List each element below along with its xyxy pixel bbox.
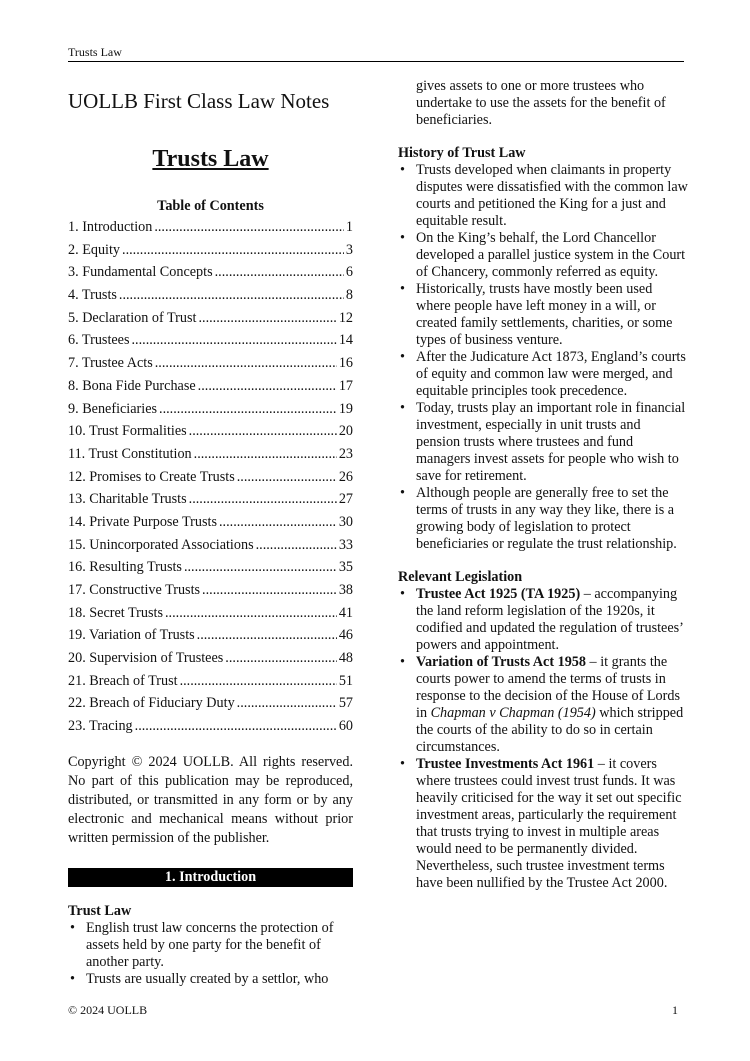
- toc-leader-dots: [154, 219, 344, 236]
- toc-leader-dots: [180, 673, 337, 690]
- list-item: [398, 586, 688, 654]
- toc-leader-dots: [202, 582, 337, 599]
- toc-entry-title: 23. Tracing: [68, 718, 133, 735]
- toc-leader-dots: [256, 537, 337, 554]
- toc-entry-title: 2. Equity: [68, 241, 121, 258]
- toc-entry[interactable]: [68, 627, 353, 650]
- toc-leader-dots: [225, 650, 337, 667]
- toc-entry-page: 19: [338, 400, 353, 417]
- toc-entry-page: 46: [338, 627, 353, 644]
- list-item: • Trusts are usually created by a settlor, who: [68, 971, 353, 988]
- list-item: • Today, trusts play an important role in financial investment, especially in unit trusts and pension trusts where trustees and fund managers invest assets for people who wish to save for retirement.: [398, 400, 688, 485]
- toc-entry-page: 38: [338, 582, 353, 598]
- toc-leader-dots: [219, 514, 337, 531]
- list-item: • After the Judicature Act 1873, England’s courts of equity and common law were merged, and equitable principles took precedence.: [398, 349, 688, 400]
- toc-entry-page: 41: [338, 604, 353, 621]
- trust-law-list: [68, 920, 353, 988]
- toc-entry-page: 27: [338, 491, 353, 508]
- copyright-notice: Copyright © 2024 UOLLB. All rights reserved. No part of this publication may be reproduced, distributed, or transmitted in any form or by any electronic and mechanical means without prior written permission of the publisher.: [68, 753, 353, 846]
- toc-entry-page: 14: [338, 332, 353, 349]
- toc-entry[interactable]: [68, 491, 353, 514]
- toc-title: Table of Contents: [157, 198, 264, 214]
- toc-entry-page: 48: [338, 650, 353, 667]
- toc-leader-dots: [189, 491, 337, 508]
- toc-entry[interactable]: [68, 695, 353, 718]
- right-column: [398, 78, 688, 892]
- toc-entry-title: 21. Breach of Trust: [68, 672, 178, 689]
- toc-leader-dots: [197, 627, 337, 644]
- header-rule: [68, 61, 684, 62]
- toc-entry-page: 26: [338, 468, 353, 485]
- toc-entry-title: 8. Bona Fide Purchase: [68, 377, 196, 394]
- toc-entry[interactable]: [68, 242, 353, 265]
- toc-entry[interactable]: [68, 401, 353, 424]
- act-description: – it covers where trustees could invest trust funds. It was heavily criticised for the way it set out specific investment areas, particularly the requirement that trusts trying to invest in multiple areas would need to be permanently divided. Nevertheless, such trustee investment terms have been nullified by the Trustee Act 2000.: [416, 756, 682, 891]
- toc-entry-title: 15. Unincorporated Associations: [68, 536, 254, 553]
- toc-leader-dots: [135, 718, 337, 735]
- toc-leader-dots: [122, 242, 344, 259]
- toc-entry[interactable]: [68, 537, 353, 560]
- toc-entry-title: 12. Promises to Create Trusts: [68, 468, 235, 485]
- toc-leader-dots: [198, 310, 336, 327]
- toc-leader-dots: [165, 605, 337, 622]
- toc-leader-dots: [189, 423, 337, 440]
- toc-entry-title: 10. Trust Formalities: [68, 423, 187, 440]
- toc-entry-title: 18. Secret Trusts: [68, 604, 163, 621]
- toc-entry-title: 5. Declaration of Trust: [68, 309, 197, 326]
- toc-entry[interactable]: [68, 355, 353, 378]
- toc-entry-page: 17: [338, 377, 353, 394]
- list-item: • On the King’s behalf, the Lord Chancellor developed a parallel justice system in the Court of Chancery, commonly referred as equity.: [398, 230, 688, 281]
- list-item: • English trust law concerns the protection of assets held by one party for the benefit of another party.: [68, 920, 353, 971]
- toc-entry[interactable]: [68, 718, 353, 741]
- toc-entry-page: 1: [345, 219, 353, 235]
- list-item: • Although people are generally free to set the terms of trusts in any way they like, there is a growing body of legislation to protect beneficiaries or regulate the trust relationship.: [398, 485, 688, 553]
- toc-entry-page: 3: [345, 241, 353, 258]
- toc-entry-title: 13. Charitable Trusts: [68, 491, 187, 508]
- toc-entry[interactable]: [68, 287, 353, 310]
- continued-text: gives assets to one or more trustees who undertake to use the assets for the benefit of beneficiaries.: [416, 78, 666, 128]
- toc-leader-dots: [119, 287, 344, 304]
- toc-entry[interactable]: [68, 423, 353, 446]
- toc-entry-title: 19. Variation of Trusts: [68, 627, 195, 644]
- toc-entry-page: 6: [345, 264, 353, 281]
- running-header: Trusts Law: [68, 45, 122, 59]
- toc-entry-page: 51: [338, 672, 353, 689]
- table-of-contents: [68, 219, 353, 741]
- trust-law-heading: Trust Law: [68, 902, 132, 919]
- toc-entry-title: 4. Trusts: [68, 287, 117, 304]
- act-description-continued: which stripped the courts of the ability to do so in certain circumstances.: [416, 705, 684, 755]
- list-item: • Historically, trusts have mostly been used where people have left money in a will, or created family settlements, charities, or some types of business venture.: [398, 281, 688, 349]
- toc-entry-title: 3. Fundamental Concepts: [68, 264, 213, 281]
- toc-leader-dots: [184, 559, 337, 576]
- section-banner: 1. Introduction: [68, 868, 353, 887]
- toc-entry-title: 22. Breach of Fiduciary Duty: [68, 695, 235, 712]
- case-citation: Chapman v Chapman (1954): [430, 705, 596, 721]
- toc-entry-page: 33: [338, 536, 353, 553]
- list-item: [398, 654, 688, 756]
- toc-leader-dots: [198, 378, 337, 395]
- toc-entry-page: 30: [338, 513, 353, 530]
- act-description: – accompanying the land reform legislation of the 1920s, it codified and updated the regulation of trustees’ powers and appointment.: [416, 586, 683, 653]
- footer-copyright: © 2024 UOLLB: [68, 1003, 148, 1017]
- toc-entry-title: 14. Private Purpose Trusts: [68, 513, 217, 530]
- toc-entry-title: 11. Trust Constitution: [68, 445, 192, 462]
- legislation-list: [398, 586, 688, 892]
- toc-entry[interactable]: [68, 673, 353, 696]
- toc-entry[interactable]: [68, 310, 353, 333]
- toc-entry[interactable]: [68, 559, 353, 582]
- toc-entry-page: 57: [338, 695, 353, 712]
- left-column: [68, 88, 353, 988]
- toc-leader-dots: [215, 264, 344, 281]
- toc-entry-title: 6. Trustees: [68, 332, 130, 349]
- toc-entry-page: 16: [338, 355, 353, 372]
- document-title: UOLLB First Class Law Notes: [68, 89, 330, 113]
- toc-entry[interactable]: [68, 469, 353, 492]
- toc-leader-dots: [155, 355, 337, 372]
- act-description: – it grants the courts power to amend the terms of trusts in response to the decision of the House of Lords in: [416, 654, 680, 721]
- toc-entry-title: 9. Beneficiaries: [68, 400, 158, 417]
- list-item: [398, 756, 688, 892]
- act-name: Trustee Investments Act 1961: [416, 756, 595, 772]
- toc-entry-title: 16. Resulting Trusts: [68, 559, 182, 576]
- toc-leader-dots: [194, 446, 337, 463]
- toc-entry-title: 20. Supervision of Trustees: [68, 650, 224, 667]
- page-number: 1: [672, 1003, 678, 1017]
- act-name: Trustee Act 1925 (TA 1925): [416, 586, 581, 602]
- toc-leader-dots: [237, 469, 337, 486]
- list-item: • Trusts developed when claimants in property disputes were dissatisfied with the common law courts and petitioned the King for a just and equitable result.: [398, 162, 688, 230]
- toc-entry-title: 7. Trustee Acts: [68, 355, 153, 372]
- main-title: Trusts Law: [152, 146, 269, 172]
- toc-entry-title: 1. Introduction: [68, 219, 153, 235]
- toc-entry-page: 35: [338, 559, 353, 576]
- toc-entry-page: 60: [338, 718, 353, 735]
- history-list: [398, 162, 688, 553]
- toc-entry-title: 17. Constructive Trusts: [68, 582, 201, 598]
- toc-entry-page: 8: [345, 287, 353, 304]
- history-heading: History of Trust Law: [398, 145, 526, 161]
- toc-entry[interactable]: [68, 650, 353, 673]
- toc-leader-dots: [159, 401, 337, 418]
- toc-leader-dots: [132, 332, 337, 349]
- toc-entry[interactable]: [68, 446, 353, 469]
- toc-entry[interactable]: [68, 514, 353, 537]
- toc-leader-dots: [237, 695, 337, 712]
- toc-entry[interactable]: [68, 332, 353, 355]
- toc-entry[interactable]: [68, 378, 353, 401]
- toc-entry-page: 12: [338, 309, 353, 326]
- toc-entry-page: 20: [338, 423, 353, 440]
- toc-entry[interactable]: [68, 264, 353, 287]
- toc-entry-page: 23: [338, 445, 353, 462]
- toc-entry[interactable]: [68, 219, 353, 242]
- act-name: Variation of Trusts Act 1958: [416, 654, 586, 670]
- legislation-heading: Relevant Legislation: [398, 569, 523, 585]
- toc-entry[interactable]: [68, 582, 353, 605]
- toc-entry[interactable]: [68, 605, 353, 628]
